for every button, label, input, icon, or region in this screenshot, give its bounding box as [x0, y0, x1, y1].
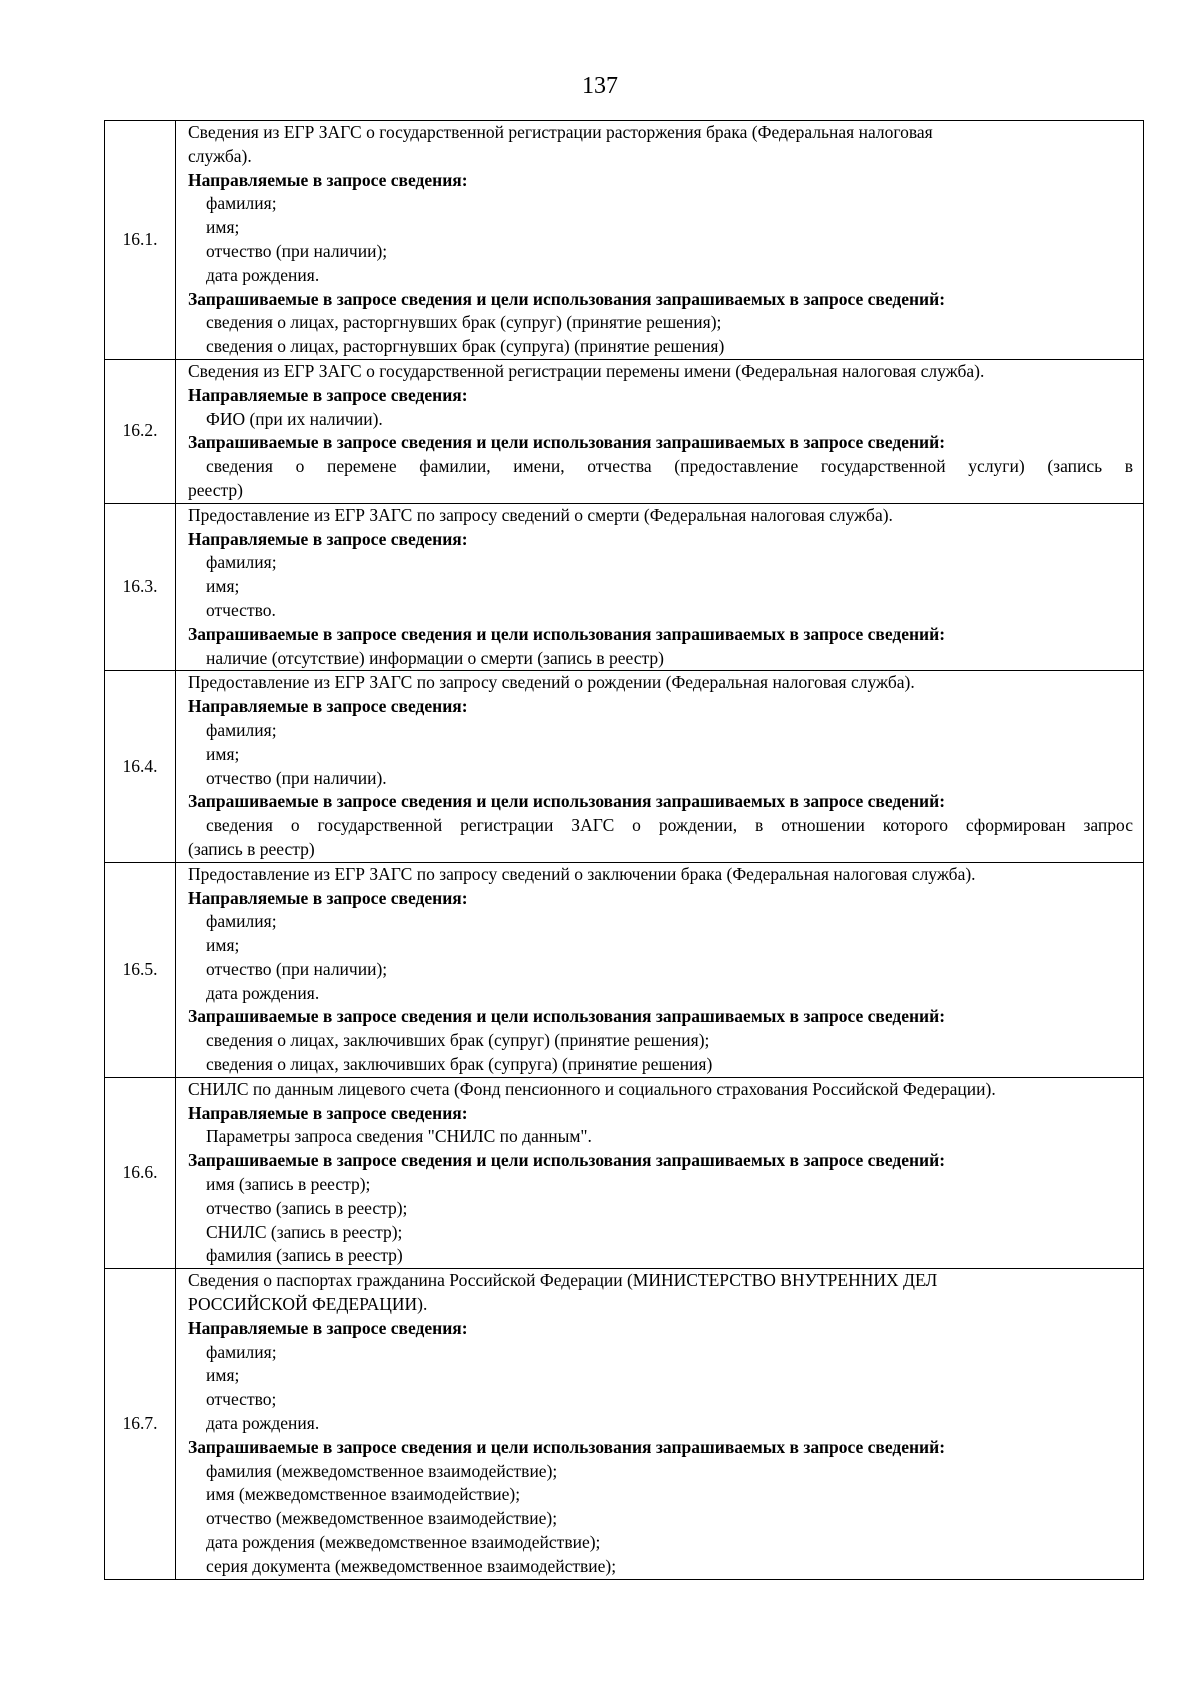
list-item: отчество; [206, 1389, 277, 1410]
table-row [105, 503, 1144, 671]
section-heading: Направляемые в запросе сведения: [188, 384, 468, 405]
content-line: служба). [188, 145, 252, 166]
list-item: серия документа (межведомственное взаимодействие); [206, 1555, 617, 1576]
row-content [176, 1269, 1144, 1579]
section-heading: Запрашиваемые в запросе сведения и цели использования запрашиваемых в запросе сведений: [188, 1150, 946, 1171]
content-line: РОССИЙСКОЙ ФЕДЕРАЦИИ). [188, 1294, 428, 1315]
list-item: имя; [206, 217, 240, 238]
section-heading: Запрашиваемые в запросе сведения и цели использования запрашиваемых в запросе сведений: [188, 288, 946, 309]
section-heading: Запрашиваемые в запросе сведения и цели использования запрашиваемых в запросе сведений: [188, 791, 946, 812]
content-line: Сведения из ЕГР ЗАГС о государственной регистрации расторжения брака (Федеральная налоговая [188, 122, 933, 142]
list-item: фамилия (запись в реестр) [206, 1245, 403, 1266]
row-content [176, 1077, 1144, 1268]
section-heading: Направляемые в запросе сведения: [188, 528, 468, 549]
row-content [176, 862, 1144, 1077]
list-item: фамилия; [206, 1341, 277, 1362]
list-item: фамилия; [206, 193, 277, 214]
list-item: сведения о перемене фамилии, имени, отчества (предоставление государственной услуги) (запись в [206, 456, 1133, 477]
list-item: Параметры запроса сведения "СНИЛС по данным". [206, 1126, 592, 1147]
list-item: сведения о лицах, заключивших брак (супруга) (принятие решения) [206, 1054, 713, 1075]
content-line: Предоставление из ЕГР ЗАГС по запросу сведений о рождении (Федеральная налоговая служба). [188, 672, 915, 693]
list-item: имя (межведомственное взаимодействие); [206, 1484, 521, 1505]
list-item: отчество. [206, 599, 276, 620]
list-item: сведения о лицах, заключивших брак (супруг) (принятие решения); [206, 1030, 710, 1051]
list-item: фамилия; [206, 911, 277, 932]
table-body [105, 121, 1144, 1580]
list-item: дата рождения. [206, 982, 320, 1003]
section-heading: Направляемые в запросе сведения: [188, 887, 468, 908]
row-content [176, 121, 1144, 360]
list-item: сведения о государственной регистрации ЗАГС о рождении, в отношении которого сформирован запрос [206, 815, 1133, 836]
section-heading: Запрашиваемые в запросе сведения и цели использования запрашиваемых в запросе сведений: [188, 623, 946, 644]
content-line: СНИЛС по данным лицевого счета (Фонд пенсионного и социального страхования Российской Федерации). [188, 1078, 996, 1099]
content-line: Сведения о паспортах гражданина Российской Федерации (МИНИСТЕРСТВО ВНУТРЕННИХ ДЕЛ [188, 1270, 938, 1291]
requests-table [104, 120, 1144, 1580]
content-line: Предоставление из ЕГР ЗАГС по запросу сведений о заключении брака (Федеральная налоговая служба). [188, 863, 976, 884]
row-number: 16.2. [105, 359, 176, 503]
list-item: дата рождения. [206, 1413, 320, 1434]
list-item: имя; [206, 935, 240, 956]
row-number: 16.7. [105, 1269, 176, 1579]
list-item: фамилия (межведомственное взаимодействие); [206, 1460, 558, 1481]
row-content [176, 671, 1144, 862]
row-number: 16.4. [105, 671, 176, 862]
list-item: сведения о лицах, расторгнувших брак (супруг) (принятие решения); [206, 312, 722, 333]
list-item: отчество (при наличии); [206, 958, 388, 979]
section-heading: Запрашиваемые в запросе сведения и цели использования запрашиваемых в запросе сведений: [188, 1436, 946, 1457]
row-number: 16.5. [105, 862, 176, 1077]
list-item: имя; [206, 576, 240, 597]
list-item: сведения о лицах, расторгнувших брак (супруга) (принятие решения) [206, 336, 725, 357]
section-heading: Направляемые в запросе сведения: [188, 1102, 468, 1123]
table-row [105, 359, 1144, 503]
list-item: отчество (при наличии); [206, 240, 388, 261]
section-heading: Запрашиваемые в запросе сведения и цели использования запрашиваемых в запросе сведений: [188, 1006, 946, 1027]
content-line: реестр) [188, 479, 243, 500]
list-item: СНИЛС (запись в реестр); [206, 1221, 403, 1242]
section-heading: Направляемые в запросе сведения: [188, 169, 468, 190]
page-number: 137 [582, 73, 618, 99]
row-content [176, 359, 1144, 503]
list-item: имя (запись в реестр); [206, 1174, 371, 1195]
table-row [105, 862, 1144, 1077]
row-number: 16.6. [105, 1077, 176, 1268]
row-content [176, 503, 1144, 671]
table-row [105, 1077, 1144, 1268]
content-line: Сведения из ЕГР ЗАГС о государственной регистрации перемены имени (Федеральная налоговая служба). [188, 360, 985, 381]
list-item: фамилия; [206, 719, 277, 740]
list-item: имя; [206, 1365, 240, 1386]
section-heading: Направляемые в запросе сведения: [188, 1317, 468, 1338]
list-item: дата рождения. [206, 264, 320, 285]
table-row [105, 121, 1144, 360]
row-number: 16.3. [105, 503, 176, 671]
list-item: отчество (запись в реестр); [206, 1197, 408, 1218]
list-item: наличие (отсутствие) информации о смерти (запись в реестр) [206, 647, 664, 668]
table-row [105, 671, 1144, 862]
section-heading: Запрашиваемые в запросе сведения и цели использования запрашиваемых в запросе сведений: [188, 432, 946, 453]
list-item: имя; [206, 743, 240, 764]
list-item: дата рождения (межведомственное взаимодействие); [206, 1532, 601, 1553]
list-item: отчество (межведомственное взаимодействие); [206, 1508, 558, 1529]
list-item: отчество (при наличии). [206, 767, 387, 788]
row-number: 16.1. [105, 121, 176, 360]
content-line: Предоставление из ЕГР ЗАГС по запросу сведений о смерти (Федеральная налоговая служба). [188, 504, 893, 525]
section-heading: Направляемые в запросе сведения: [188, 696, 468, 717]
list-item: ФИО (при их наличии). [206, 408, 383, 429]
list-item: фамилия; [206, 552, 277, 573]
content-line: (запись в реестр) [188, 838, 315, 859]
table-row [105, 1269, 1144, 1579]
